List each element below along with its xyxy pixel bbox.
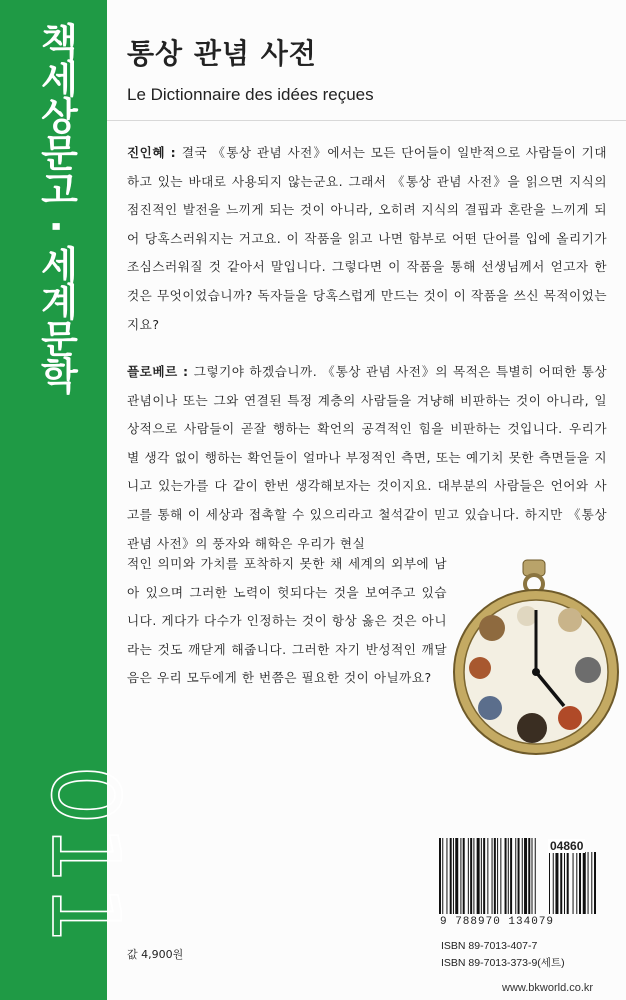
price-label: 값 4,900원 <box>127 948 184 961</box>
price-add-on-code: 04860 <box>550 839 584 853</box>
series-title: 책세상문고 · 세계문학 <box>34 22 78 393</box>
speaker-label: 진인혜 : <box>127 145 182 160</box>
divider <box>107 120 626 121</box>
paragraph-text: 적인 의미와 가치를 포착하지 못한 채 세계의 외부에 남아 있으며 그러한 노력이 헛되다는 것을 보여주고 있습니다. 게다가 다수가 인정하는 것이 항상 옳은 것은 아니라는 것도 깨닫게 해줍니다. 그러한 자기 반성적인 깨달음은 우리 모두에게 한 번쯤은 필요한 것이 아닐까요? <box>127 556 447 686</box>
green-spine-band <box>0 0 139 1000</box>
paragraph-text: 그렇기야 하겠습니까. 《통상 관념 사전》의 목적은 특별히 어떠한 통상 관념이나 또는 그와 연결된 특정 계층의 사람들을 겨냥해 비판하는 것이 아니라, 일상적으로 사람들이 곧잘 행하는 확언의 공격적인 힘을 비판하는 것입니다. 우리가 별 생각 없이 행하는 확언들이 얼마나 부정적인 측면, 또는 예기치 못한 측면들을 지니고 있는가를 다 같이 한번 생각해보자는 것이지요. 대부분의 사람들은 언어와 사고를 통해 이 세상과 접촉할 수 있으리라고 철석같이 믿고 있습니다. 하지만 《통상 관념 사전》의 풍자와 해학은 우리가 현실 <box>127 364 608 551</box>
speaker-label: 플로베르 : <box>127 364 194 379</box>
isbn-set-number: ISBN 89-7013-373-9(세트) <box>441 957 565 969</box>
dialogue-paragraph <box>127 139 607 339</box>
dialogue-paragraph <box>127 358 607 558</box>
dialogue-paragraph-continued <box>127 550 447 693</box>
book-subtitle: Le Dictionnaire des idées reçues <box>127 85 374 104</box>
publisher-url: www.bkworld.co.kr <box>502 982 594 994</box>
svg-text:011: 011 <box>30 765 139 945</box>
barcode-digits: 9 788970 134079 <box>440 916 555 928</box>
isbn-barcode <box>437 838 613 916</box>
paragraph-text: 결국 《통상 관념 사전》에서는 모든 단어들이 일반적으로 사람들이 기대하고 있는 바대로 사용되지 않는군요. 그래서 《통상 관념 사전》을 읽으면 지식의 점진적인 발전을 느끼게 되는 것이 아니라, 오히려 지식의 결핍과 혼란을 느끼게 되어 당혹스러워지는 거고요. 이 작품을 읽고 나면 함부로 어떤 단어를 입에 올리기가 조심스러워질 것 같아서 말입니다. 그렇다면 이 작품을 통해 선생님께서 얻고자 한 것은 무엇이었습니까? 독자들을 당혹스럽게 만드는 것이 이 작품을 쓰신 목적이었는지요? <box>127 145 607 332</box>
isbn-number: ISBN 89-7013-407-7 <box>441 940 538 952</box>
pocket-watch-illustration <box>452 558 622 758</box>
volume-number <box>8 765 139 995</box>
book-title: 통상 관념 사전 <box>127 37 317 70</box>
